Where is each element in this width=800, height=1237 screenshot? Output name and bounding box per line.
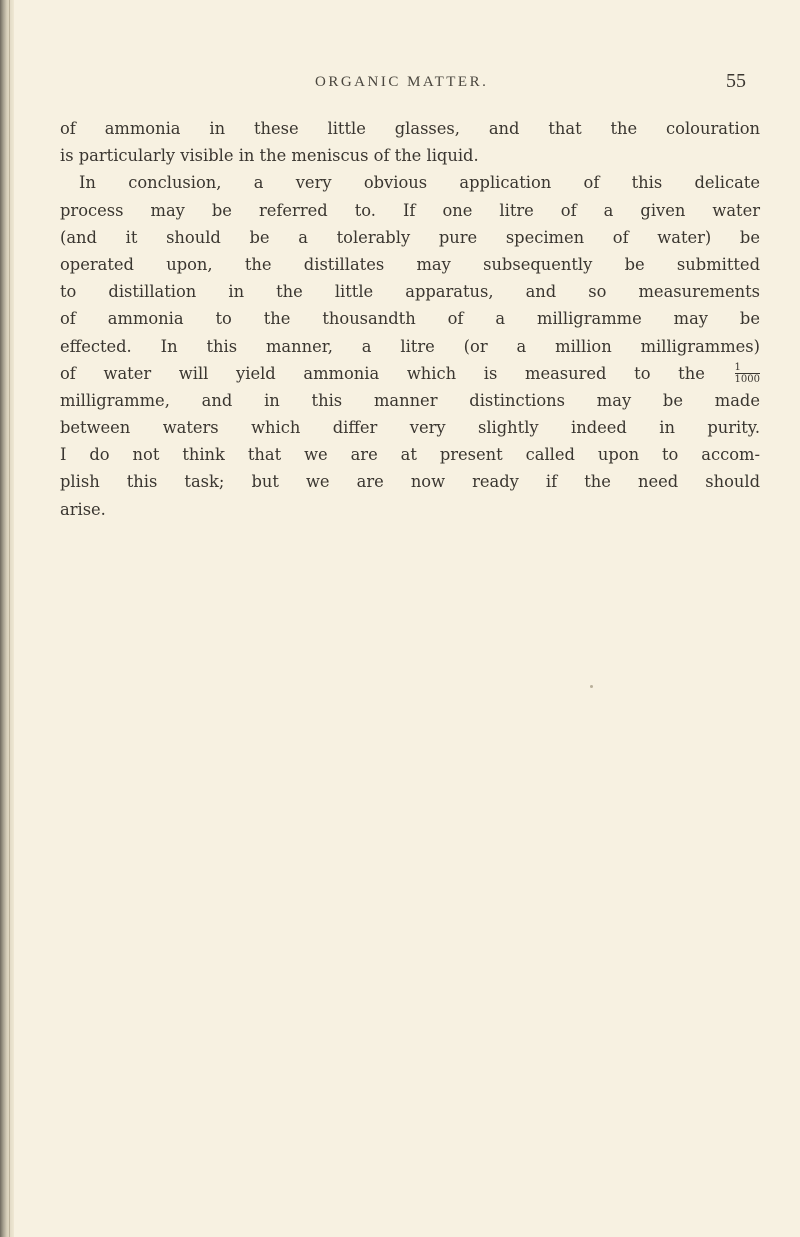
page-number: 55 [726, 70, 746, 92]
text-line-with-fraction [60, 360, 760, 387]
fraction-numerator: 1 [734, 361, 741, 373]
text-line: process may be referred to. If one litre of a given water [60, 200, 760, 220]
text-line: (and it should be a tolerably pure specimen of water) be [60, 227, 760, 247]
text-line: to distillation in the little apparatus, and so measurements [60, 282, 760, 302]
text-line: of ammonia to the thousandth of a milligramme may be [60, 309, 760, 329]
text-line: of ammonia in these little glasses, and that the colouration [60, 119, 760, 138]
text-line: plish this task; but we are now ready if the need should [60, 472, 760, 492]
fraction [735, 363, 760, 385]
binding-edge [0, 0, 14, 1237]
text-line: is particularly visible in the meniscus of the liquid. [60, 146, 479, 166]
paper-speck [590, 685, 593, 688]
running-head [0, 70, 800, 98]
text-line: arise. [60, 499, 106, 519]
text-line: milligramme, and in this manner distinctions may be made [60, 390, 760, 410]
text-line: effected. In this manner, a litre (or a million milligrammes) [60, 336, 760, 356]
body-text [60, 115, 760, 523]
text-line: operated upon, the distillates may subsequently be submitted [60, 254, 760, 274]
fraction-denominator: 1000 [734, 373, 760, 385]
text-line: I do not think that we are at present called upon to accom- [60, 445, 760, 465]
text-line: In conclusion, a very obvious application of this delicate [79, 173, 760, 193]
text-line: between waters which differ very slightly indeed in purity. [60, 418, 760, 438]
binding-line [9, 0, 10, 1237]
text-line-segment: of water will yield ammonia which is measured to the [60, 363, 705, 383]
running-title: ORGANIC MATTER. [315, 74, 489, 90]
